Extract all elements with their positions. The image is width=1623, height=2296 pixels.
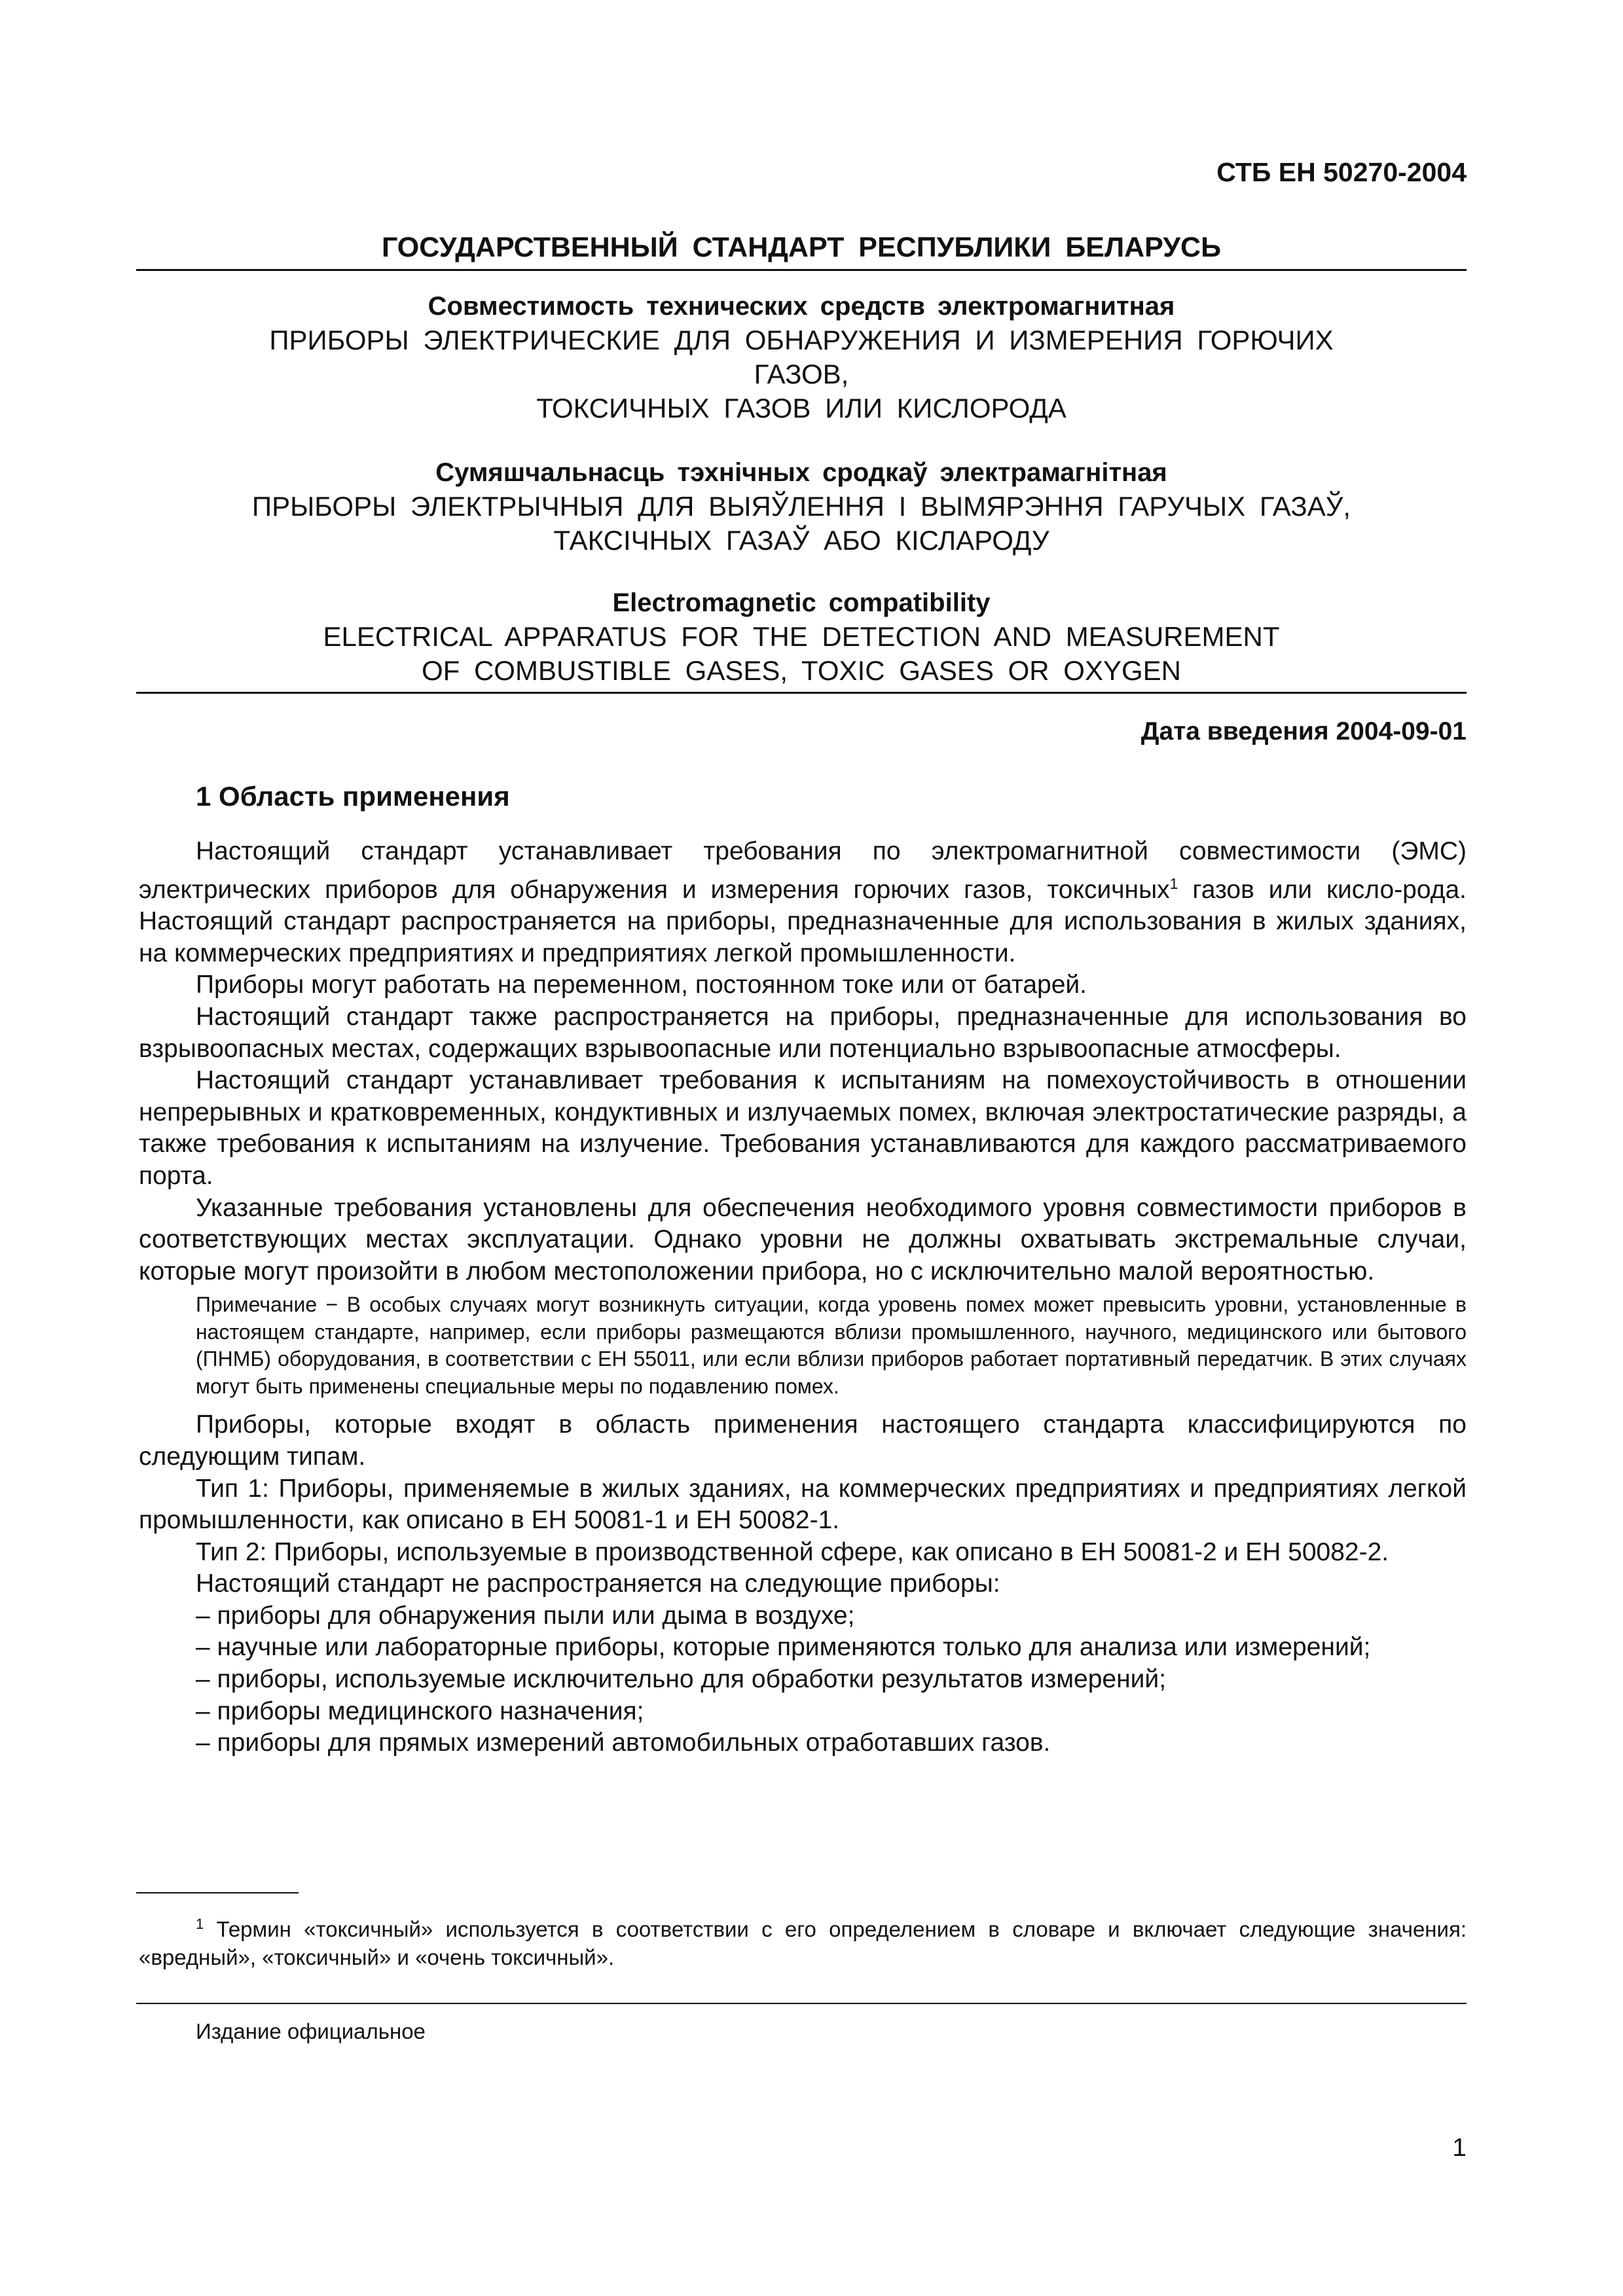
list-item: – приборы для прямых измерений автомобильных отработавших газов. <box>196 1729 1051 1757</box>
russian-title-line: ТОКСИЧНЫХ ГАЗОВ ИЛИ КИСЛОРОДА <box>536 393 1067 423</box>
russian-subtitle: Совместимость технических средств электромагнитная <box>428 292 1175 321</box>
paragraph: Тип 1: Приборы, применяемые в жилых зданиях, на коммерческих предприятиях и предприятиях легкой промышленности, как описано в ЕН 50081-1 и ЕН 50082-1. <box>139 1474 1467 1535</box>
section-heading: 1 Область применения <box>196 781 510 812</box>
english-subtitle: Electromagnetic compatibility <box>612 588 991 617</box>
paragraph: Настоящий стандарт устанавливает требования к испытаниям на помехоустойчивость в отношении непрерывных и кратковременных, кондуктивных и излучаемых помех, включая электростатические разряды, а также требования к испытаниям на излучение. Требования устанавливаются для каждого рассматриваемого порта. <box>139 1066 1467 1190</box>
english-title-line: OF COMBUSTIBLE GASES, TOXIC GASES OR OXYGEN <box>421 655 1182 686</box>
list-item: – приборы для обнаружения пыли или дыма в воздухе; <box>196 1601 855 1630</box>
belarusian-subtitle: Сумяшчальнасць тэхнічных сродкаў электрамагнітная <box>435 458 1167 487</box>
footnote: $^1$ Термин «токсичный» используется в соответствии с его определением в словаре и включает следующие значения: «вредный», «токсичный» и «очень токсичный». <box>139 1916 1467 1969</box>
title-rule <box>136 692 1467 694</box>
footnote-rule <box>136 1892 299 1893</box>
footer-rule <box>136 2003 1467 2004</box>
paragraph: Приборы могут работать на переменном, постоянном токе или от батарей. <box>196 971 1087 999</box>
paragraph: Тип 2: Приборы, используемые в производственной сфере, как описано в ЕН 50081-2 и ЕН 50082-2. <box>196 1537 1389 1566</box>
paragraph: Настоящий стандарт не распространяется на следующие приборы: <box>196 1570 1000 1598</box>
russian-title-line: ПРИБОРЫ ЭЛЕКТРИЧЕСКИЕ ДЛЯ ОБНАРУЖЕНИЯ И ИЗМЕРЕНИЯ ГОРЮЧИХ <box>269 325 1334 355</box>
russian-title-block <box>136 289 1467 425</box>
english-title-block <box>136 586 1467 688</box>
list-item: – научные или лабораторные приборы, которые применяются только для анализа или измерений; <box>196 1633 1371 1662</box>
footnote-number: 1 <box>196 1916 204 1932</box>
header-rule <box>136 269 1467 271</box>
state-standard-heading: ГОСУДАРСТВЕННЫЙ СТАНДАРТ РЕСПУБЛИКИ БЕЛАРУСЬ <box>381 232 1222 263</box>
section-body <box>139 836 1467 1759</box>
paragraph: Настоящий стандарт также распространяется на приборы, предназначенные для использования во взрывоопасных местах, содержащих взрывоопасные или потенциально взрывоопасные атмосферы. <box>139 1002 1467 1063</box>
page-number: 1 <box>1452 2134 1467 2162</box>
list-item: – приборы медицинского назначения; <box>196 1696 644 1725</box>
paragraph: Настоящий стандарт устанавливает требования по электромагнитной совместимости (ЭМС) электрических приборов для обнаружения и измерения горючих газов, токсичных$^1$ газов или кисло-рода. Настоящий стандарт распространяется на приборы, предназначенные для использования в жилых зданиях, на коммерческих предприятиях и предприятиях легкой промышленности. <box>139 837 1467 967</box>
document-code: СТБ ЕН 50270-2004 <box>1216 157 1467 187</box>
list-item: – приборы, используемые исключительно для обработки результатов измерений; <box>196 1665 1167 1694</box>
note: Примечание − В особых случаях могут возникнуть ситуации, когда уровень помех может превысить уровни, установленные в настоящем стандарте, например, если приборы размещаются вблизи промышленного, научного, медицинского или бытового (ПНМБ) оборудования, в соответствии с ЕН 55011, или если вблизи приборов работает портативный передатчик. В этих случаях могут быть применены специальные меры по подавлению помех. <box>196 1293 1467 1398</box>
belarusian-title-line: ПРЫБОРЫ ЭЛЕКТРЫЧНЫЯ ДЛЯ ВЫЯЎЛЕННЯ І ВЫМЯРЭННЯ ГАРУЧЫХ ГАЗАЎ, <box>251 491 1351 522</box>
paragraph: Приборы, которые входят в область применения настоящего стандарта классифицируются по следующим типам. <box>139 1410 1467 1471</box>
edition-label: Издание официальное <box>196 2019 426 2043</box>
paragraph: Указанные требования установлены для обеспечения необходимого уровня совместимости приборов в соответствующих местах эксплуатации. Однако уровни не должны охватывать экстремальные случаи, которые могут произойти в любом местоположении прибора, но с исключительно малой вероятностью. <box>139 1193 1467 1285</box>
belarusian-title-line: ТАКСІЧНЫХ ГАЗАЎ АБО КІСЛАРОДУ <box>553 525 1049 556</box>
effective-date: Дата введения 2004-09-01 <box>1140 717 1467 745</box>
russian-title-line: ГАЗОВ, <box>754 359 849 389</box>
belarusian-title-block <box>136 456 1467 558</box>
footnote-ref: 1 <box>1169 874 1178 892</box>
english-title-line: ELECTRICAL APPARATUS FOR THE DETECTION AND MEASUREMENT <box>323 621 1280 652</box>
